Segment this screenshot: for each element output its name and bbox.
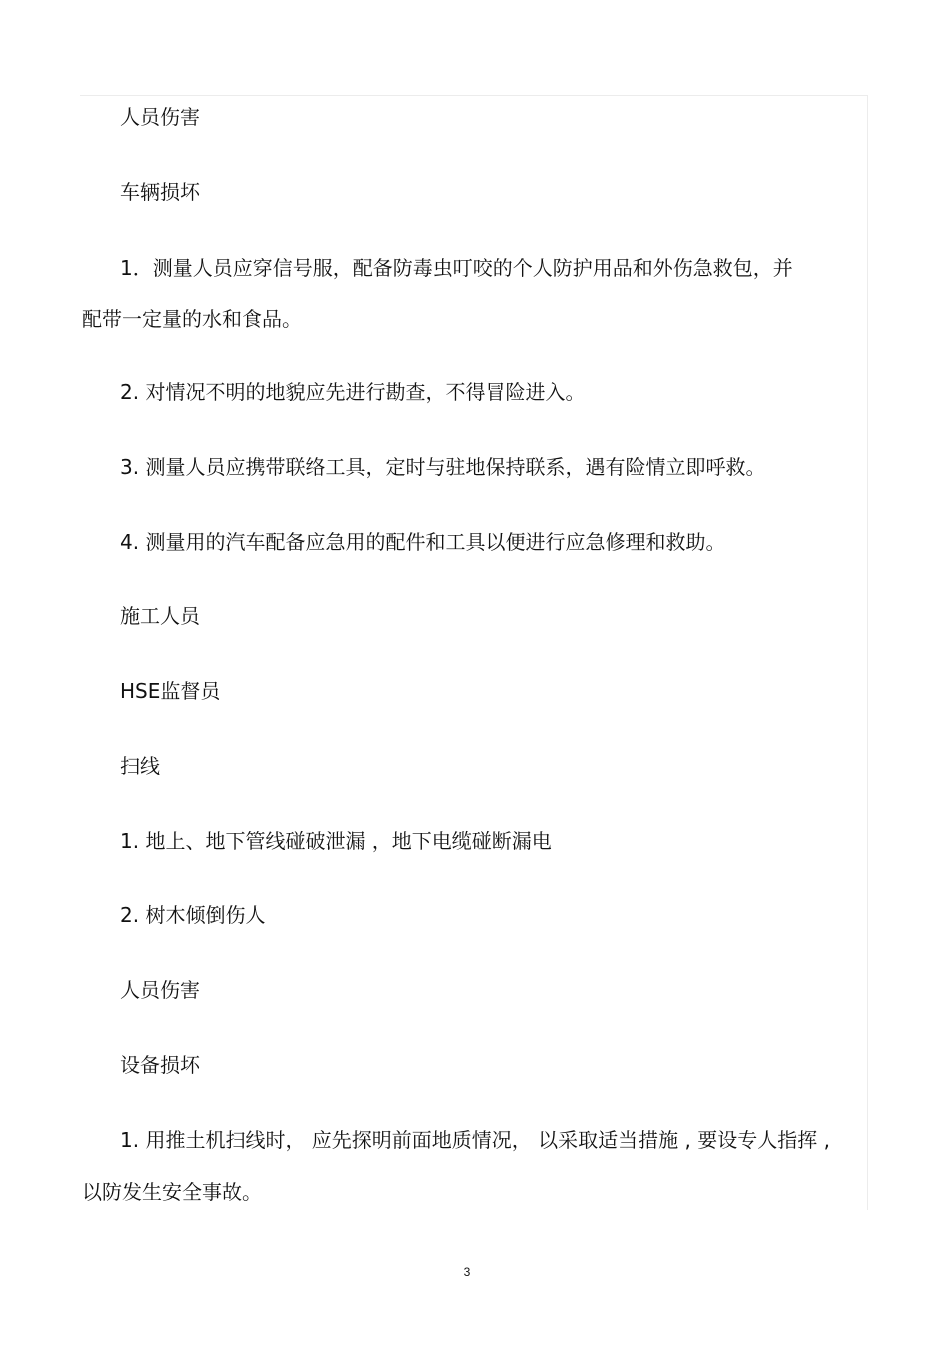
text-line: 车辆损坏 — [120, 180, 200, 204]
text-line: 人员伤害 — [120, 105, 200, 129]
text-line: 1. 地上、地下管线碰破泄漏 ，地下电缆碰断漏电 — [120, 829, 552, 853]
text-line: 3. 测量人员应携带联络工具，定时与驻地保持联系，遇有险情立即呼救。 — [120, 455, 766, 479]
text-line: 扫线 — [120, 754, 160, 778]
text-line: 配带一定量的水和食品。 — [82, 307, 302, 331]
text-line: 施工人员 — [120, 604, 200, 628]
text-line: 1．测量人员应穿信号服，配备防毒虫叮咬的个人防护用品和外伤急救包，并 — [120, 256, 793, 280]
page-number: 3 — [463, 1265, 471, 1279]
text-line: 2. 树木倾倒伤人 — [120, 903, 266, 927]
text-line: 人员伤害 — [120, 978, 200, 1002]
text-line: 4. 测量用的汽车配备应急用的配件和工具以便进行应急修理和救助。 — [120, 530, 726, 554]
text-line: 2. 对情况不明的地貌应先进行勘查，不得冒险进入。 — [120, 380, 586, 404]
text-line: 以防发生安全事故。 — [82, 1180, 262, 1204]
text-line: 1. 用推土机扫线时， 应先探明前面地质情况， 以采取适当措施 , 要设专人指挥 , — [120, 1128, 830, 1152]
text-line: 设备损坏 — [120, 1053, 200, 1077]
text-line: HSE监督员 — [120, 679, 221, 703]
